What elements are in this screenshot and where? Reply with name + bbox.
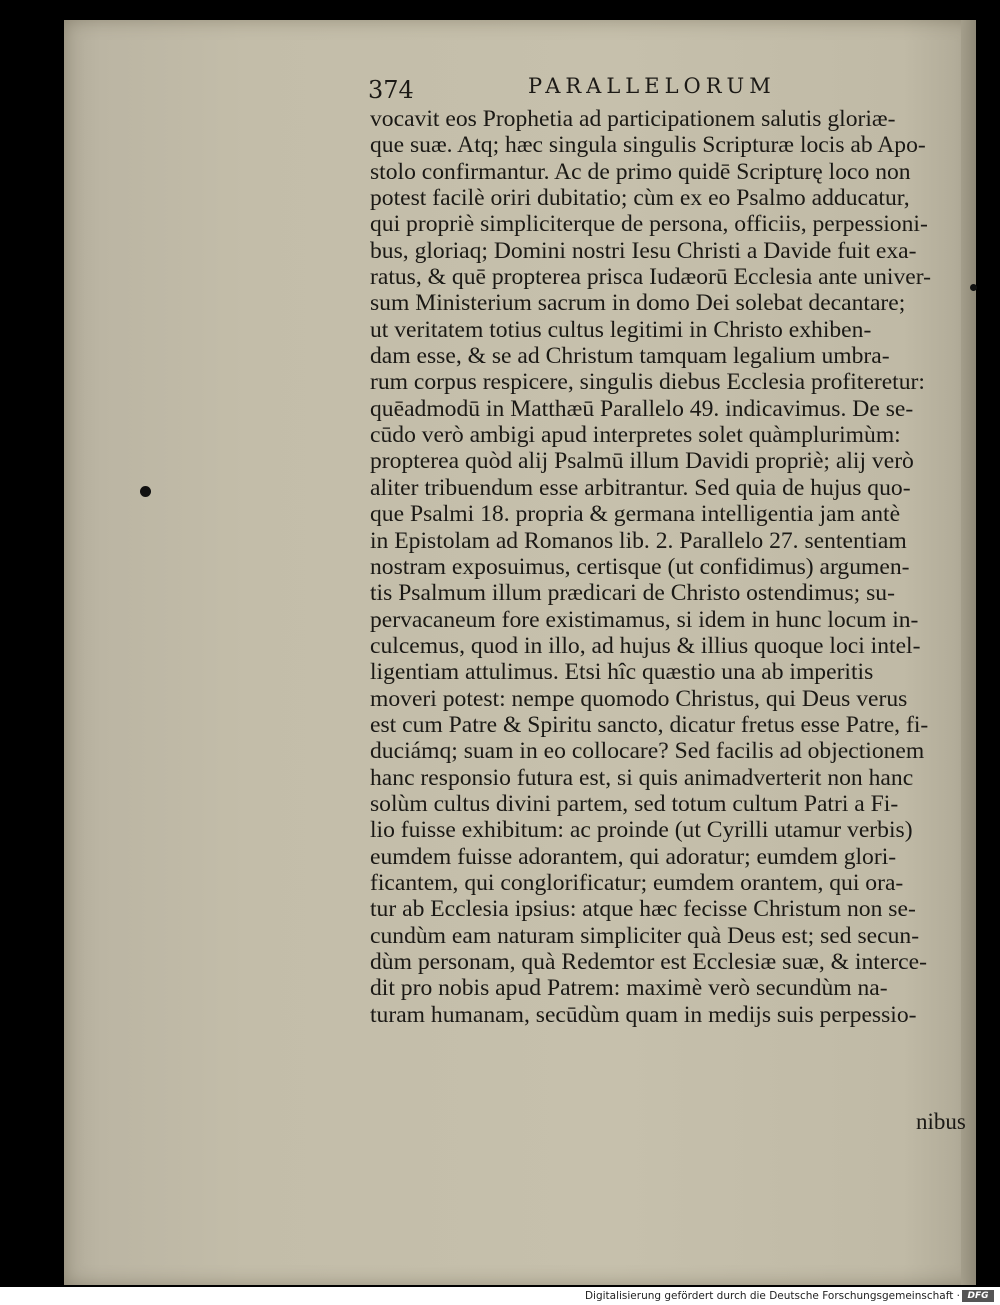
text-line: stolo confirmantur. Ac de primo quidē Scripturę loco non <box>370 158 911 185</box>
text-line: que suæ. Atq; hæc singula singulis Scripturæ locis ab Apo- <box>370 132 926 159</box>
text-line: sum Ministerium sacrum in domo Dei solebat decantare; <box>370 290 906 317</box>
text-line: cundùm eam naturam simpliciter quà Deus est; sed secun- <box>370 922 920 949</box>
text-line: vocavit eos Prophetia ad participationem salutis gloriæ- <box>370 106 896 132</box>
text-line: lio fuisse exhibitum: ac proinde (ut Cyrilli utamur verbis) <box>370 817 913 844</box>
text-line: nostram exposuimus, certisque (ut confidimus) argumen- <box>370 553 910 580</box>
text-line: potest facilè oriri dubitatio; cùm ex eo Psalmo adducatur, <box>370 185 910 212</box>
text-line: quēadmodū in Matthæū Parallelo 49. indicavimus. De se- <box>370 395 914 422</box>
text-line: aliter tribuendum esse arbitrantur. Sed quia de hujus quo- <box>370 474 911 501</box>
text-line: in Epistolam ad Romanos lib. 2. Parallelo 27. sententiam <box>370 527 907 554</box>
running-head: PARALLELORUM <box>528 74 776 98</box>
body-text <box>370 106 970 1028</box>
text-line: ligentiam attulimus. Etsi hîc quæstio una ab imperitis <box>370 659 874 686</box>
text-line: qui propriè simpliciterque de persona, officiis, perpessioni- <box>370 211 928 238</box>
footer-credit: Digitalisierung gefördert durch die Deutsche Forschungsgemeinschaft · <box>584 1290 960 1302</box>
dfg-logo: DFG <box>962 1290 994 1302</box>
text-line: ficantem, qui conglorificatur; eumdem orantem, qui ora- <box>370 869 904 896</box>
text-line: solùm cultus divini partem, sed totum cultum Patri a Fi- <box>370 790 899 817</box>
page-header <box>368 70 928 104</box>
catchword: nibus <box>916 1109 966 1134</box>
text-line: est cum Patre & Spiritu sancto, dicatur fretus esse Patre, fi- <box>370 711 929 738</box>
text-line: cūdo verò ambigi apud interpretes solet quàmplurimùm: <box>370 422 901 449</box>
text-line: pervacaneum fore existimamus, si idem in hunc locum in- <box>370 606 919 633</box>
text-line: propterea quòd alij Psalmū illum Davidi propriè; alij verò <box>370 448 914 475</box>
text-line: culcemus, quod in illo, ad hujus & illius quoque loci intel- <box>370 632 921 659</box>
ink-spot-left <box>140 486 151 497</box>
text-line: tur ab Ecclesia ipsius: atque hæc fecisse Christum non se- <box>370 896 916 923</box>
text-line: ut veritatem totius cultus legitimi in Christo exhiben- <box>370 316 872 343</box>
text-line: hanc responsio futura est, si quis animadverterit non hanc <box>370 764 914 791</box>
text-line: dit pro nobis apud Patrem: maximè verò secundùm na- <box>370 975 888 1002</box>
text-line: ratus, & quē propterea prisca Iudæorū Ecclesia ante univer- <box>370 264 931 291</box>
text-line: dam esse, & se ad Christum tamquam legalium umbra- <box>370 343 890 370</box>
text-line: rum corpus respicere, singulis diebus Ecclesia profiteretur: <box>370 369 925 396</box>
page-number: 374 <box>368 76 414 104</box>
text-line: que Psalmi 18. propria & germana intelligentia jam antè <box>370 501 901 528</box>
text-line: turam humanam, secūdùm quam in medijs suis perpessio- <box>370 1001 917 1028</box>
ink-spot-right <box>970 284 977 291</box>
text-line: duciámq; suam in eo collocare? Sed facilis ad objectionem <box>370 738 925 765</box>
text-line: moveri potest: nempe quomodo Christus, qui Deus verus <box>370 685 908 712</box>
text-line: dùm personam, quà Redemtor est Ecclesiæ suæ, & interce- <box>370 949 927 975</box>
text-line: bus, gloriaq; Domini nostri Iesu Christi a Davide fuit exa- <box>370 237 917 264</box>
text-line: tis Psalmum illum prædicari de Christo ostendimus; su- <box>370 580 895 607</box>
text-line: eumdem fuisse adorantem, qui adoratur; eumdem glori- <box>370 843 897 870</box>
